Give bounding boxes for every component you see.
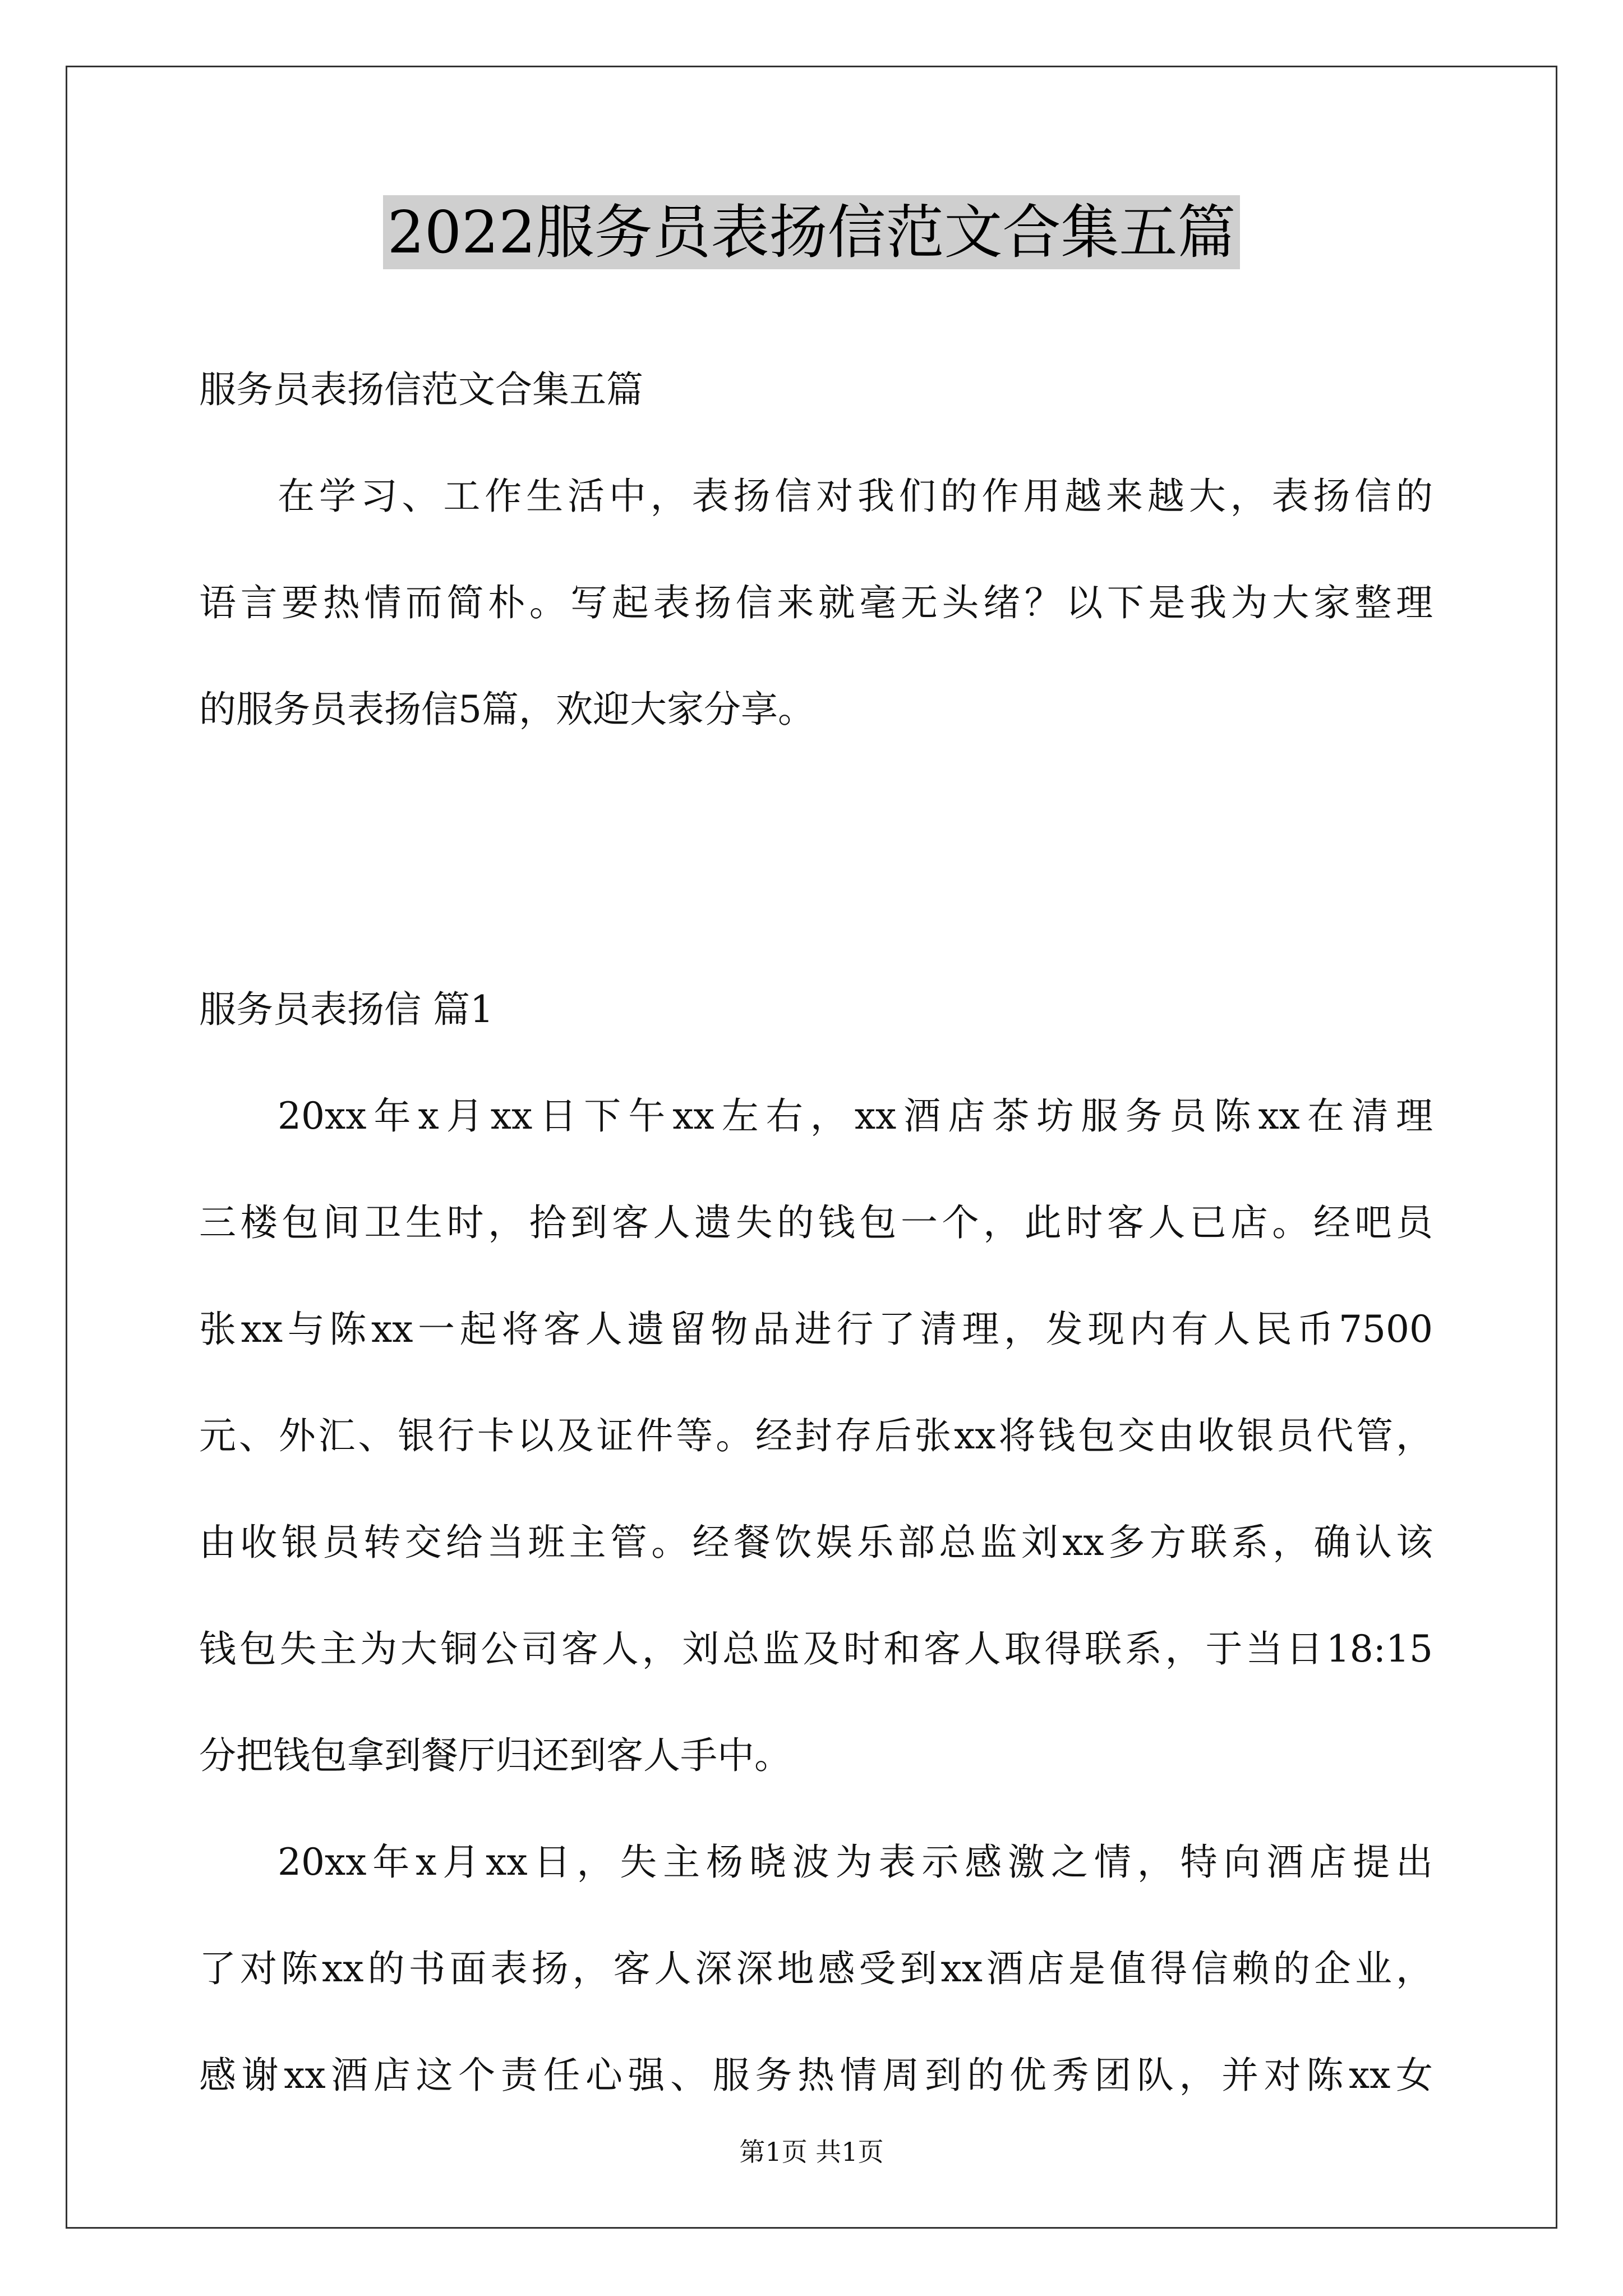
subtitle-line: 服务员表扬信范文合集五篇	[199, 368, 643, 411]
title-container	[0, 195, 1623, 269]
body-line: 20xx年x月xx日，失主杨晓波为表示感激之情，特向酒店提出	[278, 1841, 1433, 1884]
body-line: 张xx与陈xx一起将客人遗留物品进行了清理，发现内有人民币7500	[199, 1308, 1433, 1351]
body-line: 语言要热情而简朴。写起表扬信来就毫无头绪？以下是我为大家整理	[199, 581, 1433, 624]
section-heading: 服务员表扬信 篇1	[199, 988, 494, 1031]
document-title: 2022服务员表扬信范文合集五篇	[383, 195, 1241, 269]
body-line: 的服务员表扬信5篇，欢迎大家分享。	[199, 688, 815, 731]
body-line: 三楼包间卫生时，拾到客人遗失的钱包一个，此时客人已店。经吧员	[199, 1201, 1433, 1244]
spacer	[199, 763, 1433, 956]
body-line: 分把钱包拿到餐厅归还到客人手中。	[199, 1734, 791, 1777]
page-footer: 第1页 共1页	[739, 2137, 884, 2167]
body-line: 感谢xx酒店这个责任心强、服务热情周到的优秀团队，并对陈xx女	[199, 2054, 1433, 2097]
document-body	[199, 337, 1433, 2129]
body-line: 元、外汇、银行卡以及证件等。经封存后张xx将钱包交由收银员代管，	[199, 1414, 1433, 1457]
body-line: 由收银员转交给当班主管。经餐饮娱乐部总监刘xx多方联系，确认该	[199, 1521, 1433, 1564]
body-line: 20xx年x月xx日下午xx左右，xx酒店茶坊服务员陈xx在清理	[278, 1094, 1433, 1138]
body-line: 在学习、工作生活中，表扬信对我们的作用越来越大，表扬信的	[278, 475, 1433, 518]
body-line: 钱包失主为大铜公司客人，刘总监及时和客人取得联系，于当日18:15	[199, 1627, 1433, 1671]
body-line: 了对陈xx的书面表扬，客人深深地感受到xx酒店是值得信赖的企业，	[199, 1947, 1433, 1990]
